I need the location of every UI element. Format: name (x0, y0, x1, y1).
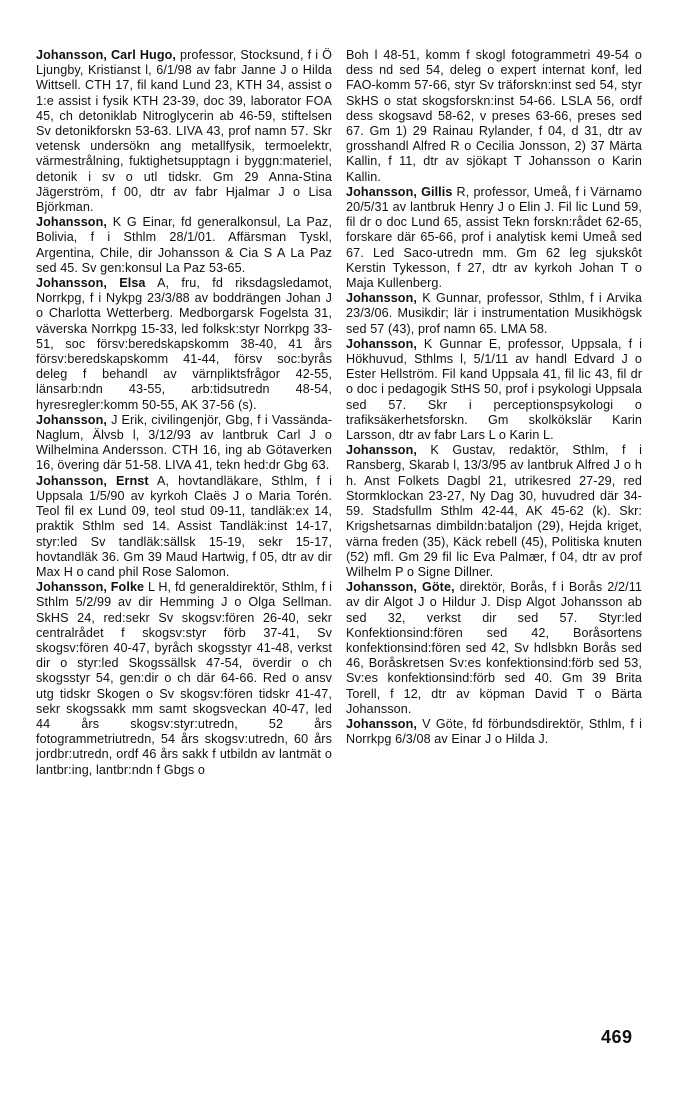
entry-text: J Erik, civilingenjör, Gbg, f i Vassända-Naglum, Älvsb l, 3/12/93 av lantbruk Carl J o Wilhelmina Andersson. CTH 16, ing ab Götaverken 16, övering där 51-58. LIVA 41, tekn hed:dr Gbg 63. (36, 412, 332, 473)
entry-name: Johansson, Ernst (36, 473, 149, 488)
biography-entry (346, 337, 642, 443)
entry-text: L H, fd generaldirektör, Sthlm, f i Sthlm 5/2/99 av dir Hemming J o Olga Sellman. SkHS 24, red:sekr Sv skogsv:fören 26-40, sekr centralrådet f skogsv:styr förb 37-41, Sv skogsv:fören 40-47, byråch skogsstyr 41-48, verkst dir o styr:led Skogssällsk 47-54, överdir o ch skogsstyr 54, gen:dir o ch där 64-66. Red o ansv utg tidskr Skogen o Sv skogsv:fören tidskr 41-47, sekr skogssakk mm samt skogsveckan 40-47, led 44 års skogsv:styr:utredn, 52 års fotogrammetriutredn, 54 års skogsv:utredn, 60 års jordbr:utredn, ordf 46 års sakk f utbildn av lantmät o lantbr:ing, lantbr:ndn f Gbgs o (36, 580, 332, 777)
biography-entry (36, 48, 332, 215)
entry-text: A, fru, fd riksdagsledamot, Norrkpg, f i Nykpg 23/3/88 av boddrängen Johan J o Charlotta Wetterberg. Medborgarsk Fogelsta 31, väverska Norrkpg 15-33, led folksk:styr Norrkpg 33-51, soc försv:beredskapskomm 38-40, 41 års försv:beredskapskomm 41-44, försv soc:byrås deleg f behandl av värnpliktsfrågor 42-55, länsarb:ndn 43-55, arb:tidsutredn 48-54, hyresregler:komm 50-55, AK 37-56 (s). (36, 276, 332, 412)
entry-text: direktör, Borås, f i Borås 2/2/11 av dir Algot J o Hildur J. Disp Algot Johansson ab sed 32, verkst dir sed 57. Styr:led Konfektionsind:fören sed 42, Boråsortens konfektionsind:fören sed 42, Sv hdlsbkn Borås sed 46, Boråskretsen Sv:es konfektionsind:förb sed 53, Sv:es konfektionsind:förb sed 40. Gm 39 Brita Torell, f 12, dtr av köpman David T o Bärta Johansson. (346, 580, 642, 716)
biography-entry (36, 215, 332, 276)
biography-entry (346, 185, 642, 291)
entry-text: K Gunnar, professor, Sthlm, f i Arvika 23/3/06. Musikdir; lär i instrumentation Musikhögsk sed 57 (43), prof namn 65. LMA 58. (346, 291, 642, 336)
biography-entry (346, 580, 642, 717)
entry-name: Johansson, Folke (36, 580, 145, 595)
entry-name: Johansson, Göte, (346, 580, 455, 595)
entry-text: professor, Stocksund, f i Ö Ljungby, Kristianst l, 6/1/98 av fabr Janne J o Hilda Wittsell. CTH 17, fil kand Lund 23, KTH 34, assist o 1:e assist i fysik KTH 23-39, doc 39, laborator FOA 45, ch detoniklab Nitroglycerin ab 46-59, stiftelsen Sv detonikforskn 53-63. LIVA 43, prof namn 57. Skr vetensk undersökn ang metallfysik, termoelektr, värmestrålning, fuktighetsupptagn i byggn:materiel, detonik i sv o utl tidskr. Gm 29 Anna-Stina Jägerström, f 00, dtr av fabr Hjalmar J o Lisa Björkman. (36, 48, 333, 215)
entry-name: Johansson, Gillis (346, 184, 453, 199)
page-number: 469 (601, 1027, 633, 1047)
entry-name: Johansson, (36, 412, 107, 427)
entry-text: K Gustav, redaktör, Sthlm, f i Ransberg, Skarab l, 13/3/95 av lantbruk Alfred J o h h. Anst Folkets Dagbl 21, utrikesred 27-29, red Stormklockan 23-27, Ny Dag 30, huvudred där 34-59. Stadsfullm Sthlm 42-44, AK 45-62 (k). Skr: Krigshetsarnas dimbildn:bataljon (29), Hejda kriget, värna freden (35), Käck rebell (45), Politiska knuten (52) mfl. Gm 29 fil lic Eva Palmær, f 04, dtr av prof Wilhelm P o Signe Dillner. (346, 443, 642, 579)
biography-entry (346, 717, 642, 747)
entry-name: Johansson, (346, 291, 417, 306)
entry-name: Johansson, (346, 443, 417, 458)
entry-text: Boh l 48-51, komm f skogl fotogrammetri 49-54 o dess nd sed 54, deleg o expert internat konf, led FAO-komm 57-66, styr Sv träforskn:inst sed 54, styr SkHS o stat skogsforskn:inst 54-66. LSLA 56, ordf dess skogsavd 58-62, v preses 63-66, preses sed 67. Gm 1) 29 Rainau Rylander, f 04, d 31, dtr av grosshandl Alfred R o Cecilia Jonsson, 2) 37 Märta Kallin, f 11, dtr av sjökapt T Johansson o Karin Kallin. (346, 48, 642, 184)
entry-text: R, professor, Umeå, f i Värnamo 20/5/31 av lantbruk Henry J o Elin J. Fil lic Lund 59, fil dr o doc Lund 65, assist Tekn forskn:rådet 62-65, forskare där 65-66, prof i analytisk kemi Umeå sed 67. Led Saco-utredn mm. Gm 62 leg sjukskôt Kerstin Tykesson, f 27, dtr av kyrkoh Johan T o Maja Kullenberg. (346, 184, 642, 291)
entry-text: K Gunnar E, professor, Uppsala, f i Hökhuvud, Sthlms l, 5/1/11 av handl Edvard J o Ester Hellström. Fil kand Uppsala 41, fil lic 43, fil dr o doc i pedagogik StHS 50, prof i psykologi Uppsala sed 57. Skr i perceptionspsykologi o trafiksäkerhetsforskn. Gm skolkökslär Karin Larsson, dtr av fabr Lars L o Karin L. (346, 336, 642, 443)
biography-entry (346, 48, 642, 185)
entry-name: Johansson, Carl Hugo, (36, 48, 177, 62)
biography-entry (36, 413, 332, 474)
biography-entry (346, 443, 642, 580)
right-column (346, 48, 642, 747)
entry-text: K G Einar, fd generalkonsul, La Paz, Bolivia, f i Sthlm 28/1/01. Affärsman Tyskl, Argentina, Chile, dir Johansson & Cia S A La Paz sed 45. Sv gen:konsul La Paz 53-65. (36, 215, 332, 275)
entry-text: A, hovtandläkare, Sthlm, f i Uppsala 1/5/90 av kyrkoh Claës J o Maria Torén. Teol fil ex Lund 09, teol stud 09-11, tandläk:ex 14, praktik Sthlm sed 14. Assist Tandläk:inst 14-17, styr:led Sv tandläk:sällsk 15-19, sekr 15-17, hovtandläk 36. Gm 39 Maud Hartwig, f 05, dtr av dir Max H o cand phil Rose Salomon. (36, 473, 333, 579)
biography-entry (36, 580, 332, 778)
entry-name: Johansson, (346, 716, 417, 731)
entry-name: Johansson, Elsa (36, 276, 146, 291)
biography-entry (36, 276, 332, 413)
left-column (36, 48, 332, 778)
biography-entry (346, 291, 642, 337)
biography-entry (36, 474, 332, 580)
entry-text: V Göte, fd förbundsdirektör, Sthlm, f i Norrkpg 6/3/08 av Einar J o Hilda J. (346, 716, 642, 747)
entry-name: Johansson, (346, 336, 417, 351)
entry-name: Johansson, (36, 215, 107, 230)
